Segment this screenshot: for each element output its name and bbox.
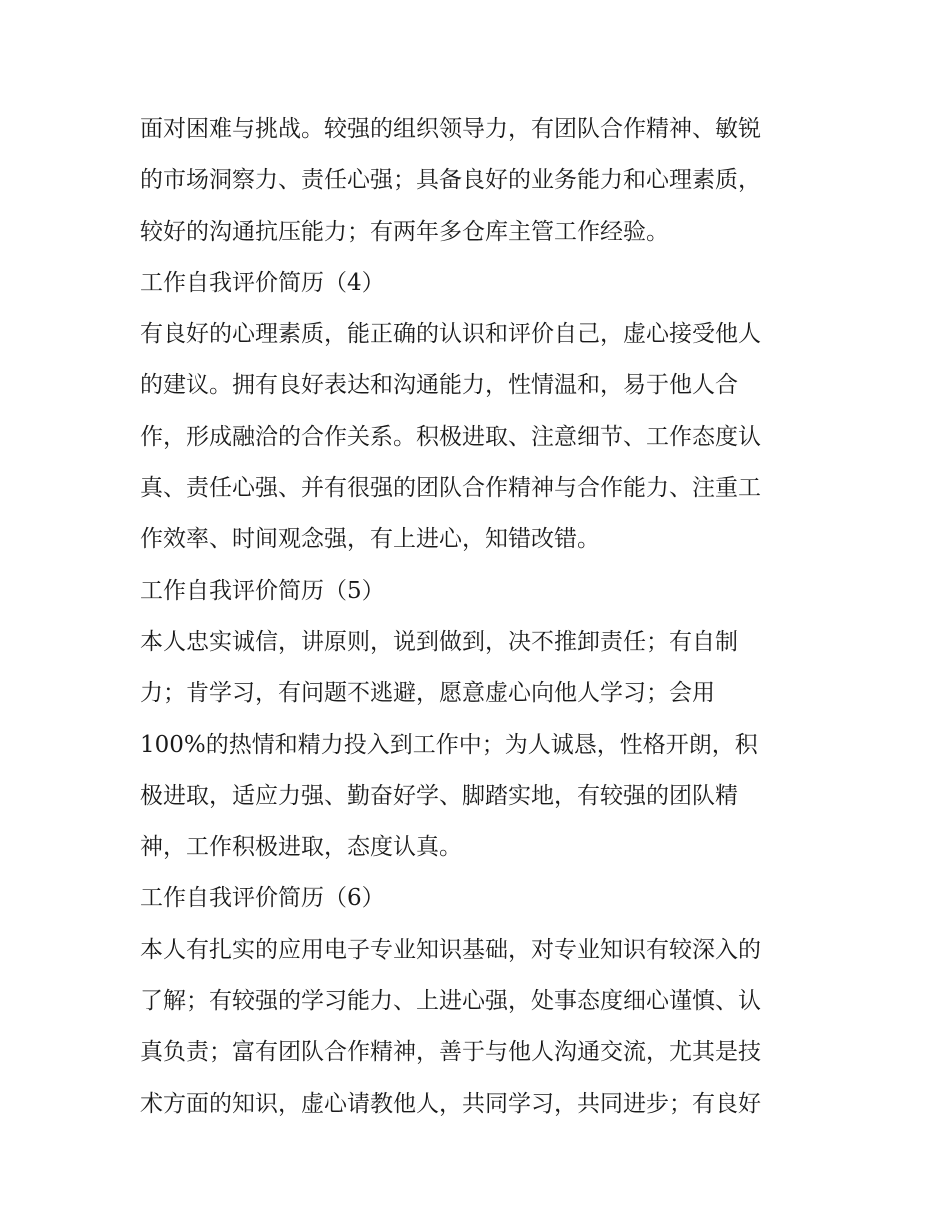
paragraph-line: 作，形成融洽的合作关系。积极进取、注意细节、工作态度认 xyxy=(140,423,761,450)
paragraph-line: 本人有扎实的应用电子专业知识基础，对专业知识有较深入的 xyxy=(140,936,761,963)
paragraph-line: 本人忠实诚信，讲原则，说到做到，决不推卸责任；有自制 xyxy=(140,628,738,655)
paragraph-line: 极进取，适应力强、勤奋好学、脚踏实地，有较强的团队精 xyxy=(140,782,738,809)
paragraph-line: 的建议。拥有良好表达和沟通能力，性情温和，易于他人合 xyxy=(140,372,738,399)
paragraph-line: 面对困难与挑战。较强的组织领导力，有团队合作精神、敏锐 xyxy=(140,116,761,142)
paragraph-line: 的市场洞察力、责任心强；具备良好的业务能力和心理素质， xyxy=(140,167,761,194)
section-heading-4: 工作自我评价简历（4） xyxy=(140,269,385,296)
document-page xyxy=(140,104,820,1130)
paragraph-line: 力；肯学习，有问题不逃避，愿意虚心向他人学习；会用 xyxy=(140,680,715,707)
section-heading-5: 工作自我评价简历（5） xyxy=(140,577,385,604)
paragraph-line: 术方面的知识，虚心请教他人，共同学习，共同进步；有良好 xyxy=(140,1090,761,1117)
paragraph-line: 了解；有较强的学习能力、上进心强，处事态度细心谨慎、认 xyxy=(140,988,761,1015)
paragraph-line: 较好的沟通抗压能力；有两年多仓库主管工作经验。 xyxy=(140,218,669,245)
paragraph-line: 真、责任心强、并有很强的团队合作精神与合作能力、注重工 xyxy=(140,475,761,502)
paragraph-line: 真负责；富有团队合作精神，善于与他人沟通交流，尤其是技 xyxy=(140,1039,761,1066)
paragraph-line: 100%的热情和精力投入到工作中；为人诚恳，性格开朗，积 xyxy=(140,731,758,758)
paragraph-line: 有良好的心理素质，能正确的认识和评价自己，虚心接受他人 xyxy=(140,321,761,348)
paragraph-line: 神，工作积极进取，态度认真。 xyxy=(140,834,462,861)
paragraph-line: 作效率、时间观念强，有上进心，知错改错。 xyxy=(140,526,600,553)
section-heading-6: 工作自我评价简历（6） xyxy=(140,885,385,912)
